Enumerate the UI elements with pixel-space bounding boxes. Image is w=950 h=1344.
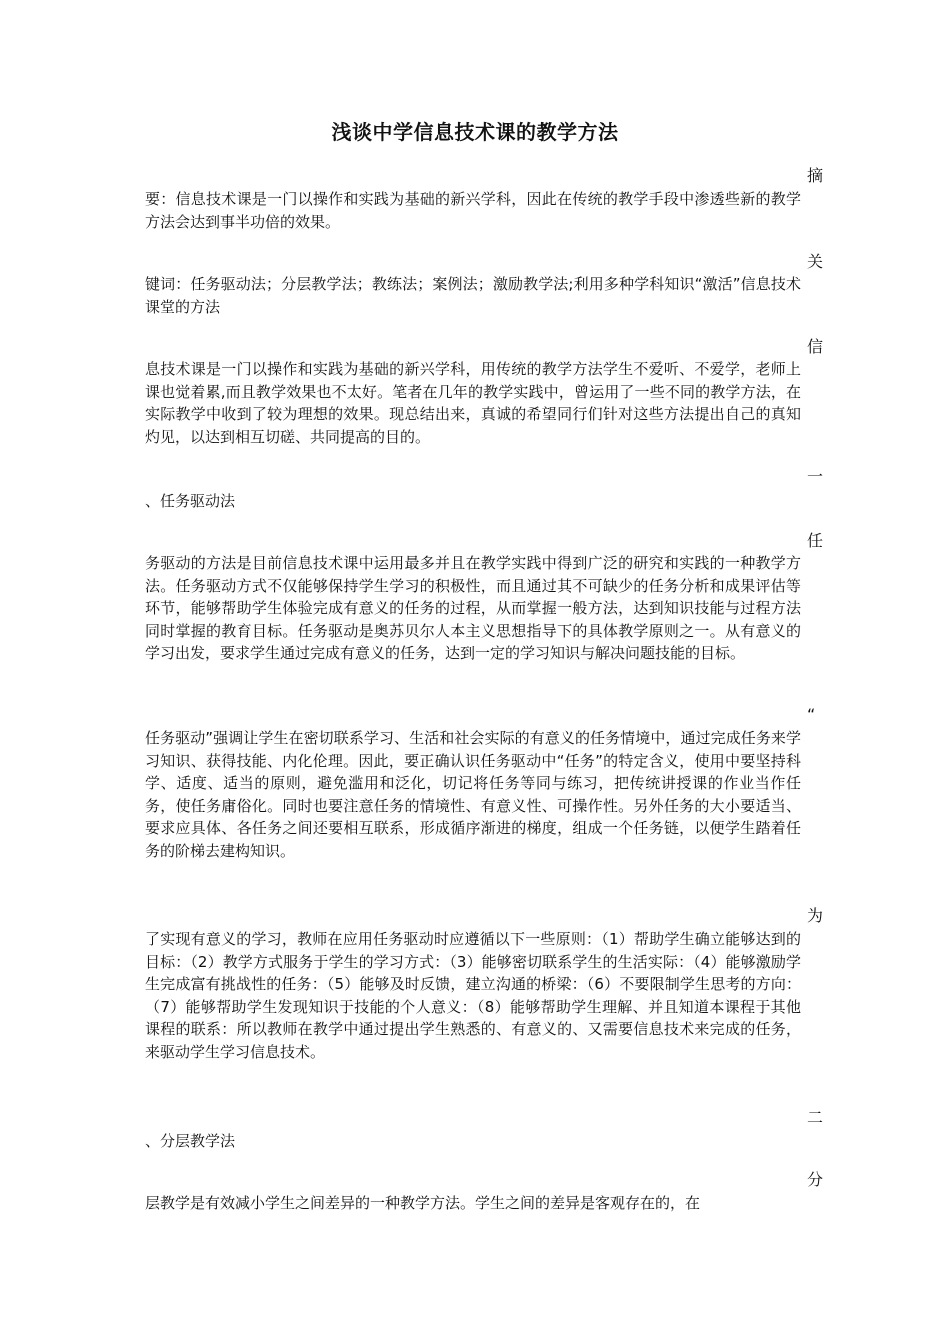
margin-char-for: 为 — [807, 906, 824, 925]
margin-char-section-one: 一 — [807, 467, 824, 486]
margin-char-section-two: 二 — [807, 1108, 824, 1127]
abstract-paragraph: 要：信息技术课是一门以操作和实践为基础的新兴学科，因此在传统的教学手段中渗透些新的教学方法会达到事半功倍的效果。 — [145, 190, 801, 231]
margin-char-abstract: 摘 — [807, 166, 824, 185]
document-title: 浅谈中学信息技术课的教学方法 — [331, 120, 619, 144]
margin-char-layer: 分 — [807, 1170, 824, 1189]
layered-paragraph-1: 层教学是有效减小学生之间差异的一种教学方法。学生之间的差异是客观存在的，在 — [145, 1194, 701, 1212]
section-heading-task-driven: 、任务驱动法 — [145, 492, 236, 510]
section-heading-layered: 、分层教学法 — [145, 1132, 236, 1150]
task-driven-paragraph-2: 任务驱动”强调让学生在密切联系学习、生活和社会实际的有意义的任务情境中，通过完成任务来学习知识、获得技能、内化伦理。因此，要正确认识任务驱动中“任务”的特定含义，使用中要坚持科学、适度、适当的原则，避免滥用和泛化，切记将任务等同与练习，把传统讲授课的作业当作任务，使任务庸俗化。同时也要注意任务的情境性、有意义性、可操作性。另外任务的大小要适当、要求应具体、各任务之间还要相互联系，形成循序渐进的梯度，组成一个任务链，以便学生踏着任务的阶梯去建构知识。 — [145, 729, 801, 860]
intro-paragraph: 息技术课是一门以操作和实践为基础的新兴学科，用传统的教学方法学生不爱听、不爱学，老师上课也觉着累,而且教学效果也不太好。笔者在几年的教学实践中，曾运用了一些不同的教学方法，在实际教学中收到了较为理想的效果。现总结出来，真诚的希望同行们针对这些方法提出自己的真知灼见，以达到相互切磋、共同提高的目的。 — [145, 360, 801, 446]
margin-char-intro: 信 — [807, 337, 824, 356]
margin-char-keywords: 关 — [807, 252, 824, 271]
margin-char-task: 任 — [807, 531, 824, 550]
task-driven-paragraph-3: 了实现有意义的学习，教师在应用任务驱动时应遵循以下一些原则：（1）帮助学生确立能够达到的目标：（2）教学方式服务于学生的学习方式：（3）能够密切联系学生的生活实际：（4）能够激励学生完成富有挑战性的任务：（5）能够及时反馈，建立沟通的桥梁：（6）不要限制学生思考的方向：（7）能够帮助学生发现知识于技能的个人意义：（8）能够帮助学生理解、并且知道本课程于其他课程的联系：所以教师在教学中通过提出学生熟悉的、有意义的、又需要信息技术来完成的任务，来驱动学生学习信息技术。 — [145, 930, 801, 1061]
task-driven-paragraph-1: 务驱动的方法是目前信息技术课中运用最多并且在教学实践中得到广泛的研究和实践的一种教学方法。任务驱动方式不仅能够保持学生学习的积极性，而且通过其不可缺少的任务分析和成果评估等环节，能够帮助学生体验完成有意义的任务的过程，从而掌握一般方法，达到知识技能与过程方法同时掌握的教育目标。任务驱动是奥苏贝尔人本主义思想指导下的具体教学原则之一。从有意义的学习出发，要求学生通过完成有意义的任务，达到一定的学习知识与解决问题技能的目标。 — [145, 554, 801, 663]
margin-char-quote: “ — [807, 705, 816, 724]
keywords-paragraph: 键词：任务驱动法；分层教学法；教练法；案例法；激励教学法;利用多种学科知识“激活”信息技术课堂的方法 — [145, 275, 801, 316]
